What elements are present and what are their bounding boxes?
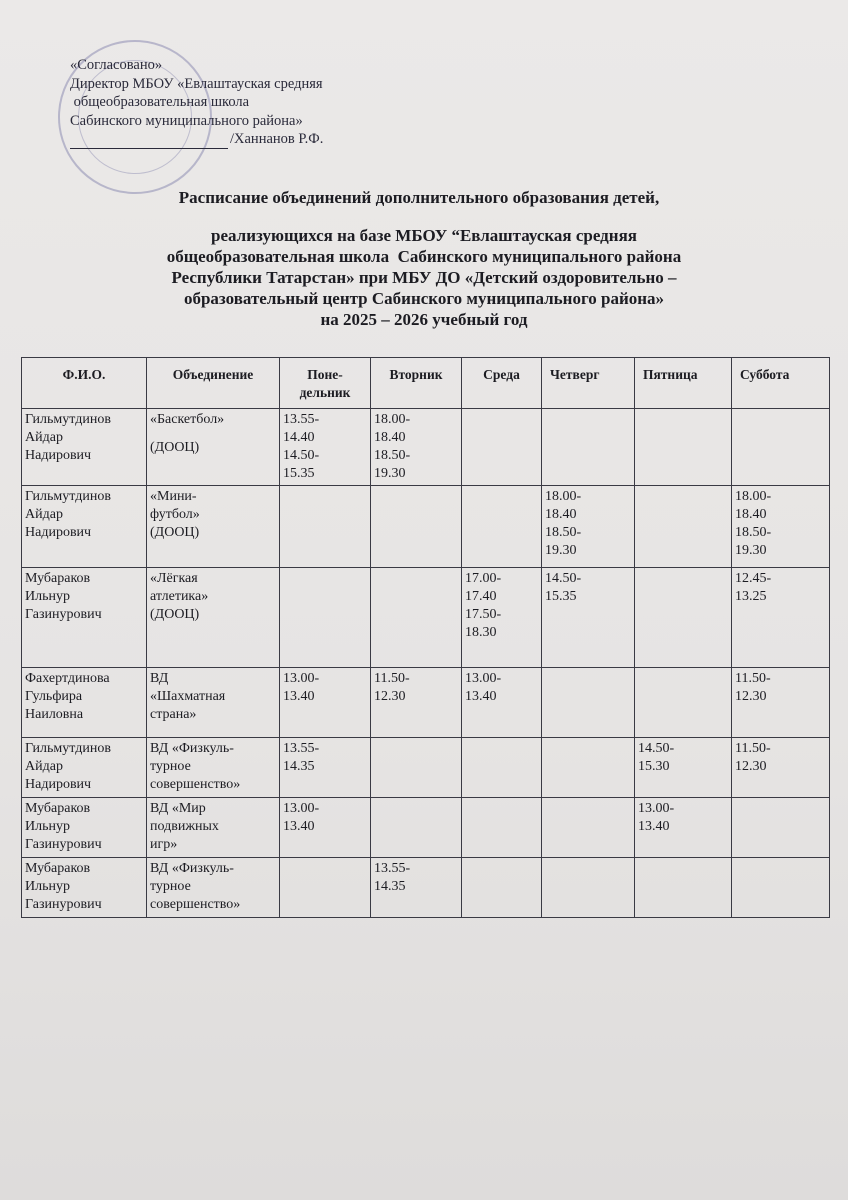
cell-fio-line: Мубараков [25,801,91,816]
subtitle-line-5: на 2025 – 2026 учебный год [320,310,528,329]
cell-association-line: (ДООЦ) [150,607,200,622]
cell-saturday [732,798,830,858]
cell-thursday [542,486,635,568]
cell-saturday [732,858,830,918]
approval-line-2: общеобразовательная школа [70,94,250,110]
cell-friday [635,668,732,738]
header-fio [22,358,147,409]
cell-fio-line: Ильнур [25,589,70,604]
cell-monday-line: 13.40 [283,689,315,704]
cell-thursday-line: 14.50- [545,571,582,586]
cell-association-line: (ДООЦ) [150,525,200,540]
cell-wednesday-line: 13.40 [465,689,497,704]
cell-wednesday [462,486,542,568]
cell-tuesday-line: 13.55- [374,861,411,876]
signature-row [70,130,450,149]
cell-association-line: турное [150,879,191,894]
cell-fio [22,568,147,668]
cell-thursday [542,798,635,858]
cell-association-line: совершенство» [150,897,241,912]
cell-thursday [542,409,635,486]
cell-monday-line: 13.55- [283,412,320,427]
subtitle-line-4: образовательный центр Сабинского муниципального района» [183,289,665,308]
cell-fio-line: Айдар [25,507,63,522]
cell-association-line: ВД [150,671,169,686]
cell-thursday-line: 19.30 [545,543,577,558]
approval-line-1: Директор МБОУ «Евлаштауская средняя [70,75,323,92]
cell-association [147,798,280,858]
cell-monday [280,409,371,486]
cell-saturday-line: 18.50- [735,525,772,540]
cell-friday-line: 15.30 [638,759,670,774]
cell-association-line: «Баскетбол» [150,412,225,427]
cell-saturday-line: 12.30 [735,759,767,774]
cell-association-line: «Шахматная [150,689,226,704]
cell-association-line: атлетика» [150,589,209,604]
header-friday [635,358,732,409]
header-wednesday [462,358,542,409]
cell-wednesday-line: 17.00- [465,571,502,586]
cell-monday [280,858,371,918]
cell-monday [280,668,371,738]
cell-tuesday [371,668,462,738]
cell-monday [280,738,371,798]
cell-saturday-line: 18.00- [735,489,772,504]
cell-thursday-line: 18.40 [545,507,577,522]
cell-monday [280,568,371,668]
cell-association-line: ВД «Мир [150,801,206,816]
cell-fio-line: Айдар [25,430,63,445]
cell-monday-line: 13.00- [283,671,320,686]
cell-monday-line: 15.35 [283,466,315,481]
cell-tuesday [371,858,462,918]
cell-saturday-line: 11.50- [735,741,771,756]
cell-monday [280,798,371,858]
header-saturday-text: Суббота [740,367,790,382]
cell-association-line: подвижных [150,819,219,834]
cell-association-line: ВД «Физкуль- [150,741,234,756]
cell-fio-line: Гульфира [25,689,83,704]
cell-fio [22,738,147,798]
table-row [22,668,830,738]
cell-wednesday [462,798,542,858]
cell-fio-line: Надирович [25,525,92,540]
cell-friday [635,738,732,798]
cell-tuesday-line: 14.35 [374,879,406,894]
cell-fio [22,858,147,918]
cell-association [147,858,280,918]
cell-wednesday [462,858,542,918]
cell-fio-line: Гильмутдинов [25,741,111,756]
cell-association-line: игр» [150,837,178,852]
cell-tuesday-line: 12.30 [374,689,406,704]
cell-fio-line: Наиловна [25,707,84,722]
cell-association [147,738,280,798]
header-association [147,358,280,409]
cell-saturday-line: 12.45- [735,571,772,586]
cell-association [147,568,280,668]
cell-wednesday-line: 18.30 [465,625,497,640]
cell-saturday-line: 11.50- [735,671,771,686]
cell-thursday-line: 15.35 [545,589,577,604]
cell-friday-line: 13.40 [638,819,670,834]
cell-association [147,486,280,568]
cell-saturday-line: 19.30 [735,543,767,558]
cell-association-line: «Лёгкая [150,571,198,586]
cell-saturday-line: 13.25 [735,589,767,604]
schedule-table [21,357,830,918]
cell-saturday [732,409,830,486]
cell-tuesday [371,409,462,486]
cell-saturday [732,738,830,798]
cell-thursday-line: 18.50- [545,525,582,540]
cell-wednesday [462,668,542,738]
table-row [22,798,830,858]
signature-name: /Ханнанов Р.Ф. [230,131,324,147]
cell-saturday [732,668,830,738]
cell-thursday-line: 18.00- [545,489,582,504]
cell-saturday [732,486,830,568]
cell-fio-line: Гильмутдинов [25,412,111,427]
cell-association [147,668,280,738]
header-friday-text: Пятница [643,367,698,382]
cell-tuesday [371,568,462,668]
cell-fio-line: Ильнур [25,819,70,834]
cell-wednesday [462,409,542,486]
cell-fio-line: Надирович [25,777,92,792]
cell-wednesday [462,568,542,668]
cell-fio-line: Гильмутдинов [25,489,111,504]
cell-association-line: (ДООЦ) [150,440,200,455]
cell-monday-line: 13.00- [283,801,320,816]
header-tuesday [371,358,462,409]
cell-monday [280,486,371,568]
cell-association-line: футбол» [150,507,200,522]
cell-thursday [542,858,635,918]
cell-friday [635,409,732,486]
cell-association-line: совершенство» [150,777,241,792]
cell-fio-line: Ильнур [25,879,70,894]
cell-wednesday-line: 13.00- [465,671,502,686]
cell-friday [635,568,732,668]
header-tuesday-text: Вторник [389,367,443,382]
cell-tuesday-line: 18.40 [374,430,406,445]
table-row [22,858,830,918]
cell-tuesday-line: 18.50- [374,448,411,463]
table-row [22,409,830,486]
document-subtitle [0,225,848,330]
cell-fio-line: Газинурович [25,607,102,622]
table-row [22,486,830,568]
table-row [22,738,830,798]
header-thursday [542,358,635,409]
header-association-text: Объединение [172,367,254,382]
document-title: Расписание объединений дополнительного образования детей, [178,188,660,207]
cell-tuesday-line: 11.50- [374,671,410,686]
cell-association-line [150,429,276,439]
cell-monday-line: 13.40 [283,819,315,834]
cell-association-line: турное [150,759,191,774]
cell-tuesday [371,486,462,568]
cell-thursday [542,668,635,738]
cell-friday-line: 14.50- [638,741,675,756]
cell-thursday [542,738,635,798]
cell-friday-line: 13.00- [638,801,675,816]
cell-wednesday [462,738,542,798]
cell-fio-line: Фахертдинова [25,671,110,686]
cell-association [147,409,280,486]
cell-fio-line: Мубараков [25,571,91,586]
cell-thursday [542,568,635,668]
cell-saturday-line: 18.40 [735,507,767,522]
header-thursday-text: Четверг [550,367,600,382]
header-monday [280,358,371,409]
cell-fio-line: Мубараков [25,861,91,876]
cell-friday [635,486,732,568]
cell-wednesday-line: 17.50- [465,607,502,622]
cell-association-line: «Мини- [150,489,197,504]
subtitle-line-3: Республики Татарстан» при МБУ ДО «Детский оздоровительно – [171,268,677,287]
cell-friday [635,858,732,918]
cell-monday-line: 14.40 [283,430,315,445]
approval-agreed: «Согласовано» [70,57,163,73]
cell-monday-line: 14.50- [283,448,320,463]
cell-fio-line: Айдар [25,759,63,774]
cell-association-line: ВД «Физкуль- [150,861,234,876]
signature-line [70,132,228,149]
cell-monday-line: 13.55- [283,741,320,756]
cell-fio [22,668,147,738]
cell-fio [22,486,147,568]
header-saturday [732,358,830,409]
header-monday-text: Поне- [307,367,343,382]
header-monday-text: дельник [299,385,351,400]
cell-friday [635,798,732,858]
cell-fio-line: Газинурович [25,897,102,912]
table-header-row [22,358,830,409]
subtitle-line-1: реализующихся на базе МБОУ “Евлаштауская средняя [211,226,637,245]
cell-fio-line: Газинурович [25,837,102,852]
approval-block [70,56,450,149]
cell-saturday [732,568,830,668]
cell-tuesday-line: 19.30 [374,466,406,481]
cell-monday-line: 14.35 [283,759,315,774]
header-fio-text: Ф.И.О. [62,367,106,382]
approval-line-3: Сабинского муниципального района» [70,112,303,129]
cell-tuesday [371,798,462,858]
cell-wednesday-line: 17.40 [465,589,497,604]
cell-tuesday-line: 18.00- [374,412,411,427]
cell-fio [22,409,147,486]
header-wednesday-text: Среда [483,367,520,382]
table-row [22,568,830,668]
cell-saturday-line: 12.30 [735,689,767,704]
cell-tuesday [371,738,462,798]
subtitle-line-2: общеобразовательная школа Сабинского муниципального района [166,247,682,266]
cell-fio-line: Надирович [25,448,92,463]
cell-association-line: страна» [150,707,197,722]
cell-fio [22,798,147,858]
